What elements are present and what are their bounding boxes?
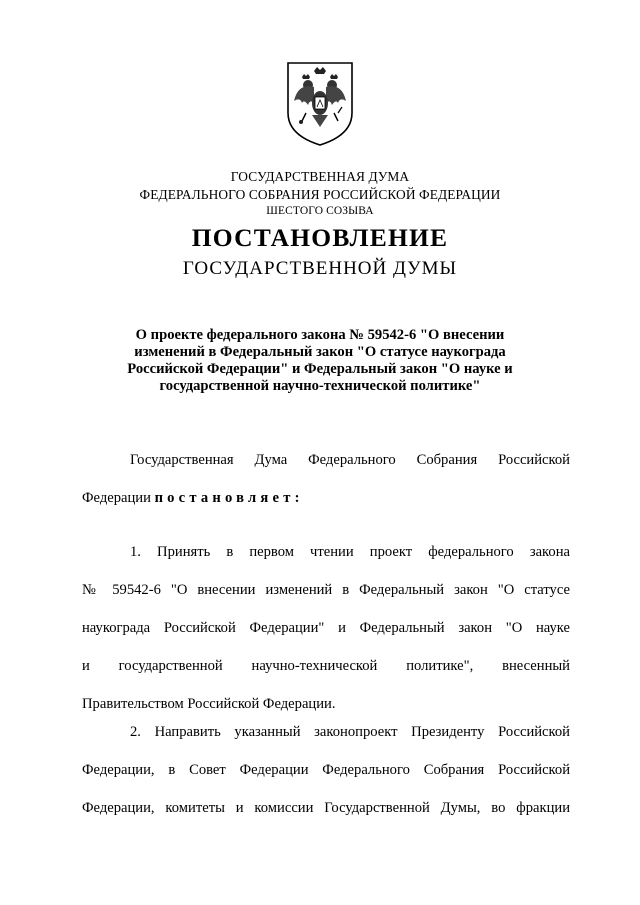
item-1-line-4: и государственной научно-технической политике", внесенный [82,658,570,674]
preamble-paragraph [82,441,570,517]
subject-line-4: государственной научно-технической политике" [159,378,481,394]
item-2-line-3: Федерации, комитеты и комиссии Государственной Думы, во фракции [82,800,570,816]
document-type-title: ПОСТАНОВЛЕНИЕ [191,223,449,252]
item-2-line-1: 2. Направить указанный законопроект Президенту Российской [130,724,570,740]
subject-line-2: изменений в Федеральный закон "О статусе наукограда [134,344,506,360]
preamble-text: Федерации [82,490,155,506]
preamble-line-2 [82,479,570,517]
item-2-paragraph [82,713,570,827]
subject-line-1: О проекте федерального закона № 59542-6 "О внесении [135,327,505,343]
document-header [0,168,640,221]
item-1-line-2: № 59542-6 "О внесении изменений в Федеральный закон "О статусе [82,582,570,598]
item-1-paragraph [82,533,570,723]
item-1-line-3: наукограда Российской Федерации" и Федеральный закон "О науке [82,620,570,636]
coat-of-arms-icon [284,57,356,149]
document-subject [120,327,520,395]
document-issuer: ГОСУДАРСТВЕННОЙ ДУМЫ [182,258,458,279]
item-1-line-1: 1. Принять в первом чтении проект федерального закона [130,544,570,560]
preamble-line-1: Государственная Дума Федерального Собрания Российской [130,452,570,468]
resolves-keyword: постановляет: [154,490,304,506]
header-line-2: ФЕДЕРАЛЬНОГО СОБРАНИЯ РОССИЙСКОЙ ФЕДЕРАЦИИ [139,186,501,202]
header-line-3: ШЕСТОГО СОЗЫВА [266,205,374,217]
header-line-1: ГОСУДАРСТВЕННАЯ ДУМА [230,169,410,184]
item-1-line-5: Правительством Российской Федерации. [82,696,336,712]
subject-line-3: Российской Федерации" и Федеральный закон "О науке и [127,361,513,377]
item-2-line-2: Федерации, в Совет Федерации Федерального Собрания Российской [82,762,570,778]
